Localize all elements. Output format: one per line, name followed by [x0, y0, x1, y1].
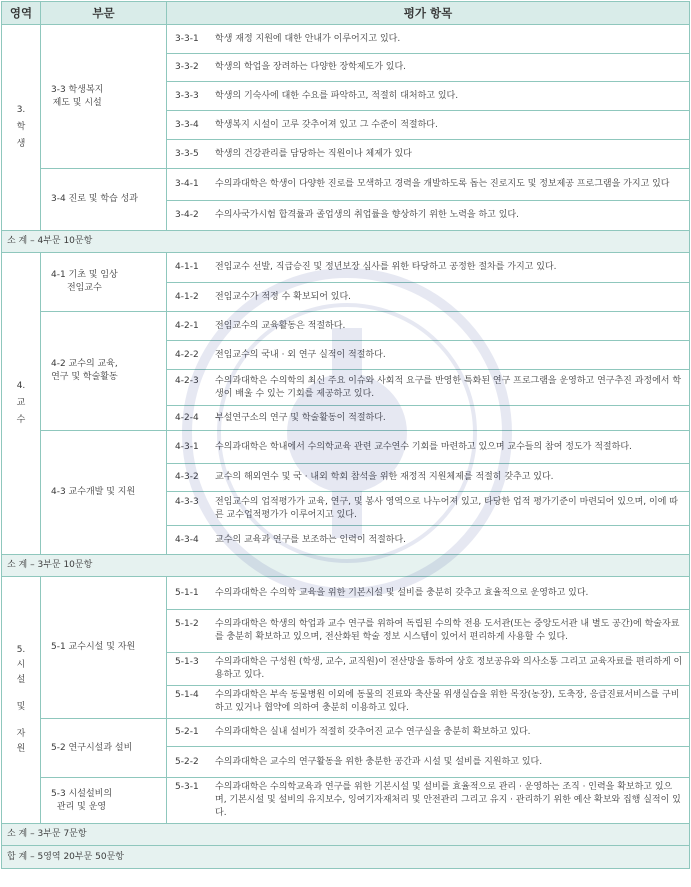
item-cell — [167, 492, 690, 526]
item-text: 교수의 교육과 연구를 보조하는 인력이 적절하다. — [215, 534, 407, 545]
area-label-line: 학 — [16, 122, 26, 132]
part-cell — [41, 25, 167, 169]
subtotal-row — [2, 231, 690, 253]
subtotal-label: 소 계 – 3부문 7문항 — [2, 824, 690, 846]
part-label-line: 4-3 교수개발 및 지원 — [51, 487, 136, 497]
grand-total-label: 합 계 – 5영역 20부문 50문항 — [2, 846, 690, 869]
table-row — [2, 431, 690, 464]
part-label — [51, 358, 118, 384]
part-label-line: 5-3 시설설비의 — [51, 788, 113, 799]
table-row — [2, 312, 690, 341]
area-label-line: 생 — [16, 139, 26, 149]
item-number: 4-2-3 — [175, 375, 199, 386]
header-item: 평가 항목 — [167, 2, 690, 25]
item-number: 4-2-1 — [175, 320, 199, 331]
item-number: 3-4-2 — [175, 210, 199, 220]
part-label-line: 연구 및 학술활동 — [51, 372, 118, 382]
table-row — [2, 169, 690, 201]
item-number: 5-1-1 — [175, 587, 199, 598]
table-row — [2, 577, 690, 610]
item-cell — [167, 140, 690, 169]
part-label-line: 5-1 교수시설 및 자원 — [51, 642, 136, 652]
table-header-row — [2, 2, 690, 25]
header-part: 부문 — [41, 2, 167, 25]
area-label-line: 3. — [16, 105, 26, 115]
part-label-line: 제도 및 시설 — [52, 97, 102, 108]
part-cell — [41, 719, 167, 778]
item-text: 수의과대학은 수의학교육과 연구를 위한 기본시설 및 설비를 효율적으로 관리 · 운영하는 조직 · 인력을 확보하고 있으며, 기본시설 및 설비의 유지보수, 잉여기자재처리 및 안전관리 그리고 유지 · 관리하기 위한 예산 확보와 집행 실적이 있다. — [215, 782, 681, 818]
item-text: 수의과대학은 학내에서 수의학교육 관련 교수연수 기회를 마련하고 있으며 교수들의 참여 정도가 적절하다. — [215, 441, 632, 452]
item-cell — [167, 370, 690, 406]
item-text: 전임교수의 교육활동은 적절하다. — [215, 320, 346, 331]
table-row — [2, 253, 690, 283]
part-cell — [41, 253, 167, 312]
table-row — [2, 719, 690, 747]
item-cell — [167, 431, 690, 464]
item-number: 3-4-1 — [175, 179, 199, 189]
table-row — [2, 25, 690, 54]
item-text: 학생의 기숙사에 대한 수요를 파악하고, 적절히 대처하고 있다. — [215, 90, 459, 101]
item-number: 3-3-5 — [175, 148, 199, 159]
part-cell — [41, 169, 167, 231]
item-text: 수의과대학은 수의학 교육을 위한 기본시설 및 설비를 충분히 갖추고 효율적으로 운영하고 있다. — [215, 587, 589, 598]
item-number: 5-3-1 — [175, 782, 199, 792]
item-text: 전임교수의 국내 · 외 연구 실적이 적절하다. — [215, 349, 386, 360]
evaluation-table — [1, 1, 690, 869]
part-label-line: 3-3 학생복지 — [51, 84, 104, 95]
item-text: 수의과대학은 교수의 연구활동을 위한 충분한 공간과 시설 및 설비를 지원하고 있다. — [215, 756, 543, 767]
item-cell — [167, 778, 690, 824]
subtotal-row — [2, 824, 690, 846]
area-label-line: 원 — [16, 744, 26, 754]
part-cell — [41, 778, 167, 824]
part-label-line: 4-1 기초 및 임상 — [51, 270, 118, 280]
area-label-line: 시 — [16, 660, 26, 670]
item-number: 4-2-2 — [175, 349, 199, 360]
part-cell — [41, 312, 167, 431]
item-number: 4-3-4 — [175, 534, 199, 545]
item-number: 4-2-4 — [175, 412, 199, 423]
item-text: 학생의 건강관리를 담당하는 직원이나 체제가 있다 — [215, 148, 412, 159]
item-number: 5-1-3 — [175, 657, 199, 667]
item-text: 수의과대학은 실내 설비가 적절히 갖추어진 교수 연구실을 충분히 확보하고 있다. — [215, 727, 531, 737]
grand-total-row — [2, 846, 690, 869]
item-number: 3-3-3 — [175, 90, 199, 101]
item-number: 5-2-2 — [175, 756, 199, 767]
item-number: 4-3-3 — [175, 496, 199, 507]
area-label-line: 자 — [16, 729, 26, 739]
table-row — [2, 778, 690, 824]
part-label — [51, 486, 135, 499]
item-number: 4-1-2 — [175, 291, 199, 302]
item-text: 학생 재정 지원에 대한 안내가 이루어지고 있다. — [215, 33, 401, 44]
item-cell — [167, 54, 690, 82]
item-cell — [167, 526, 690, 555]
area-cell — [2, 25, 41, 231]
item-cell — [167, 283, 690, 312]
area-label-line: 4. — [16, 381, 26, 391]
part-label — [51, 84, 103, 110]
item-cell — [167, 747, 690, 778]
item-cell — [167, 312, 690, 341]
item-text: 수의과대학은 부속 동물병원 이외에 동물의 진료와 축산물 위생실습을 위한 목장(농장), 도축장, 응급진료서비스를 구비하고 있거나 협약에 의하여 충분히 이용하고 있다. — [215, 690, 680, 713]
area-label-line: 설 — [16, 675, 26, 685]
item-number: 3-3-4 — [175, 119, 199, 130]
item-cell — [167, 686, 690, 719]
item-cell — [167, 464, 690, 492]
part-label-line: 전임교수 — [66, 283, 102, 293]
item-number: 5-1-2 — [175, 619, 199, 629]
subtotal-label: 소 계 – 4부문 10문항 — [2, 231, 690, 253]
item-number: 4-3-1 — [175, 441, 199, 452]
area-cell — [2, 577, 41, 824]
item-cell — [167, 577, 690, 610]
item-text: 전임교수가 적정 수 확보되어 있다. — [215, 291, 352, 302]
table-body — [2, 25, 690, 869]
item-text: 수의과대학은 수의학의 최신 주요 이슈와 사회적 요구를 반영한 특화된 연구 프로그램을 운영하고 연구추진 과정에서 학생이 배울 수 있는 기회를 제공하고 있다. — [215, 375, 682, 399]
part-label — [51, 269, 118, 295]
item-text: 수의사국가시험 합격률과 졸업생의 취업률을 향상하기 위한 노력을 하고 있다. — [215, 210, 519, 220]
item-text: 전임교수 선발, 직급승진 및 정년보장 심사를 위한 타당하고 공정한 절차를 가지고 있다. — [215, 262, 557, 272]
area-label-line: 수 — [16, 415, 26, 425]
item-text: 학생의 학업을 장려하는 다양한 장학제도가 있다. — [215, 62, 407, 72]
item-text: 부설연구소의 연구 및 학술활동이 적절하다. — [215, 412, 386, 423]
part-label — [51, 788, 112, 814]
item-text: 수의과대학은 학생의 학업과 교수 연구를 위하여 독립된 수의학 전용 도서관(또는 중앙도서관 내 별도 공간)에 학술자료를 충분히 확보하고 있으며, 전산화된 학술 정보 시스템이 있어서 편리하게 사용할 수 있다. — [215, 619, 680, 642]
item-cell — [167, 253, 690, 283]
item-number: 4-1-1 — [175, 262, 199, 272]
item-cell — [167, 82, 690, 111]
part-label — [51, 193, 138, 206]
area-cell — [2, 253, 41, 555]
item-cell — [167, 201, 690, 231]
item-cell — [167, 406, 690, 431]
part-cell — [41, 577, 167, 719]
part-label-line: 관리 및 운영 — [56, 801, 107, 812]
area-label-line: 및 — [16, 702, 26, 712]
part-label-line: 4-2 교수의 교육, — [51, 359, 118, 369]
part-label-line: 5-2 연구시설과 설비 — [51, 742, 133, 753]
item-cell — [167, 610, 690, 653]
part-label — [51, 641, 135, 654]
item-cell — [167, 719, 690, 747]
part-cell — [41, 431, 167, 555]
header-area: 영역 — [2, 2, 41, 25]
item-text: 수의과대학은 학생이 다양한 진로를 모색하고 경력을 개발하도록 돕는 진로지도 및 정보제공 프로그램을 가지고 있다 — [215, 179, 670, 189]
item-cell — [167, 341, 690, 370]
item-text: 전임교수의 업적평가가 교육, 연구, 및 봉사 영역으로 나누어져 있고, 타당한 업적 평가기준이 마련되어 있으며, 이에 따른 교수업적평가가 이루어지고 있다. — [215, 496, 678, 520]
item-number: 4-3-2 — [175, 472, 199, 482]
item-number: 5-1-4 — [175, 690, 199, 700]
item-number: 3-3-1 — [175, 33, 199, 44]
area-label-line: 5. — [16, 645, 26, 655]
part-label-line: 3-4 진로 및 학습 성과 — [51, 194, 139, 204]
item-text: 교수의 해외연수 및 국 · 내외 학회 참석을 위한 재정적 지원체제를 적절히 갖추고 있다. — [215, 472, 554, 482]
item-cell — [167, 653, 690, 686]
item-cell — [167, 169, 690, 201]
item-cell — [167, 25, 690, 54]
part-label — [51, 742, 132, 755]
subtotal-label: 소 계 – 3부문 10문항 — [2, 555, 690, 577]
area-label-line: 교 — [16, 398, 26, 408]
item-text: 수의과대학은 구성원 (학생, 교수, 교직원)이 전산망을 통하여 상호 정보공유와 의사소통 그리고 교육자료를 편리하게 이용하고 있다. — [215, 657, 683, 680]
subtotal-row — [2, 555, 690, 577]
item-text: 학생복지 시설이 고루 갖추어져 있고 그 수준이 적절하다. — [215, 119, 438, 130]
item-number: 3-3-2 — [175, 62, 199, 72]
item-cell — [167, 111, 690, 140]
item-number: 5-2-1 — [175, 727, 199, 737]
